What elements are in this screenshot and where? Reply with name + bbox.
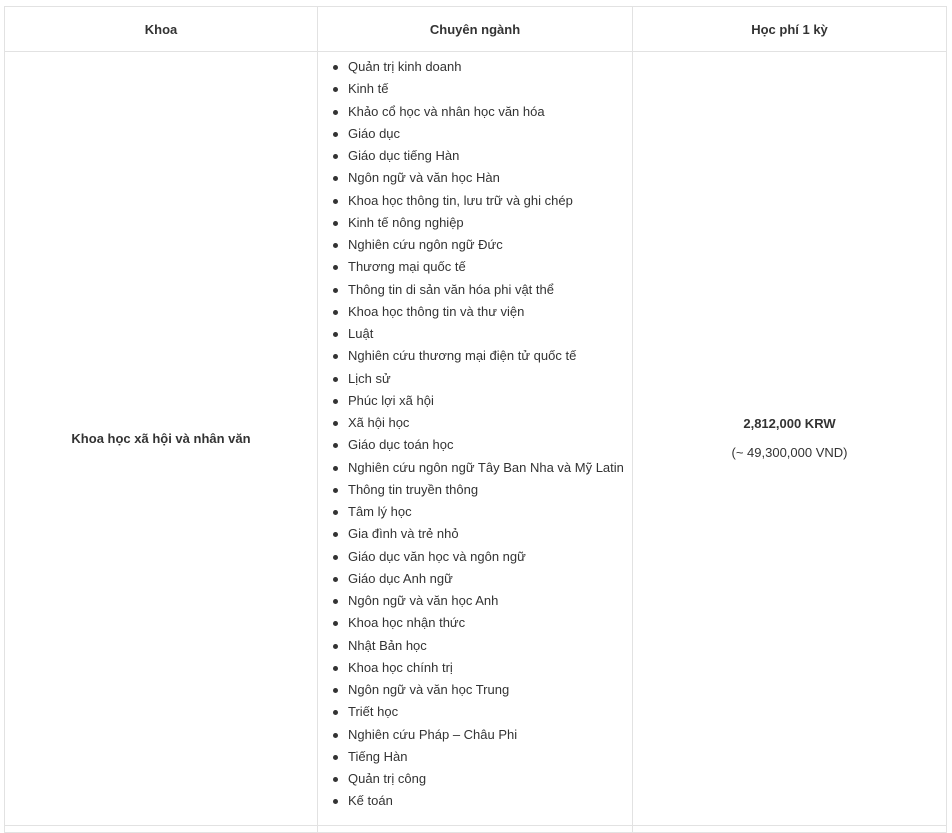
table-header-row: [5, 7, 947, 52]
major-item: Quản trị công: [348, 768, 632, 790]
major-item: Ngôn ngữ và văn học Trung: [348, 679, 632, 701]
major-item: Ngôn ngữ và văn học Hàn: [348, 167, 632, 189]
major-item: Giáo dục văn học và ngôn ngữ: [348, 546, 632, 568]
major-item: Khảo cổ học và nhân học văn hóa: [348, 101, 632, 123]
major-item: Kinh tế: [348, 78, 632, 100]
header-tuition: Học phí 1 kỳ: [633, 7, 947, 52]
table-row-partial: [5, 825, 947, 832]
major-item: Giáo dục tiếng Hàn: [348, 145, 632, 167]
major-item: Khoa học nhận thức: [348, 612, 632, 634]
major-item: Ngôn ngữ và văn học Anh: [348, 590, 632, 612]
empty-cell: [5, 825, 318, 832]
major-list: [318, 56, 632, 813]
tuition-table: [4, 6, 947, 833]
major-item: Giáo dục Anh ngữ: [348, 568, 632, 590]
major-item: Phúc lợi xã hội: [348, 390, 632, 412]
major-item: Khoa học chính trị: [348, 657, 632, 679]
major-item: Xã hội học: [348, 412, 632, 434]
major-item: Thương mại quốc tế: [348, 256, 632, 278]
empty-cell: [633, 825, 947, 832]
major-item: Gia đình và trẻ nhỏ: [348, 523, 632, 545]
major-item: Thông tin truyền thông: [348, 479, 632, 501]
header-faculty: Khoa: [5, 7, 318, 52]
major-item: Nghiên cứu thương mại điện tử quốc tế: [348, 345, 632, 367]
major-item: Giáo dục: [348, 123, 632, 145]
major-item: Triết học: [348, 701, 632, 723]
major-item: Khoa học thông tin và thư viện: [348, 301, 632, 323]
tuition-vnd: (~ 49,300,000 VND): [731, 445, 848, 461]
major-item: Lịch sử: [348, 368, 632, 390]
table-row: [5, 52, 947, 826]
major-item: Kinh tế nông nghiệp: [348, 212, 632, 234]
major-item: Thông tin di sản văn hóa phi vật thể: [348, 279, 632, 301]
header-major: Chuyên ngành: [318, 7, 633, 52]
tuition-table-container: [4, 6, 946, 833]
faculty-name: Khoa học xã hội và nhân văn: [5, 52, 318, 826]
major-item: Nhật Bản học: [348, 635, 632, 657]
major-item: Luật: [348, 323, 632, 345]
major-item: Giáo dục toán học: [348, 434, 632, 456]
tuition-cell: [633, 52, 947, 826]
major-item: Tâm lý học: [348, 501, 632, 523]
major-item: Tiếng Hàn: [348, 746, 632, 768]
major-item: Nghiên cứu ngôn ngữ Đức: [348, 234, 632, 256]
major-item: Nghiên cứu ngôn ngữ Tây Ban Nha và Mỹ Latin: [348, 457, 632, 479]
major-item: Quản trị kinh doanh: [348, 56, 632, 78]
major-item: Khoa học thông tin, lưu trữ và ghi chép: [348, 190, 632, 212]
major-item: Nghiên cứu Pháp – Châu Phi: [348, 724, 632, 746]
tuition-krw: 2,812,000 KRW: [743, 416, 836, 432]
empty-cell: [318, 825, 633, 832]
majors-cell: [318, 52, 633, 826]
major-item: Kế toán: [348, 790, 632, 812]
